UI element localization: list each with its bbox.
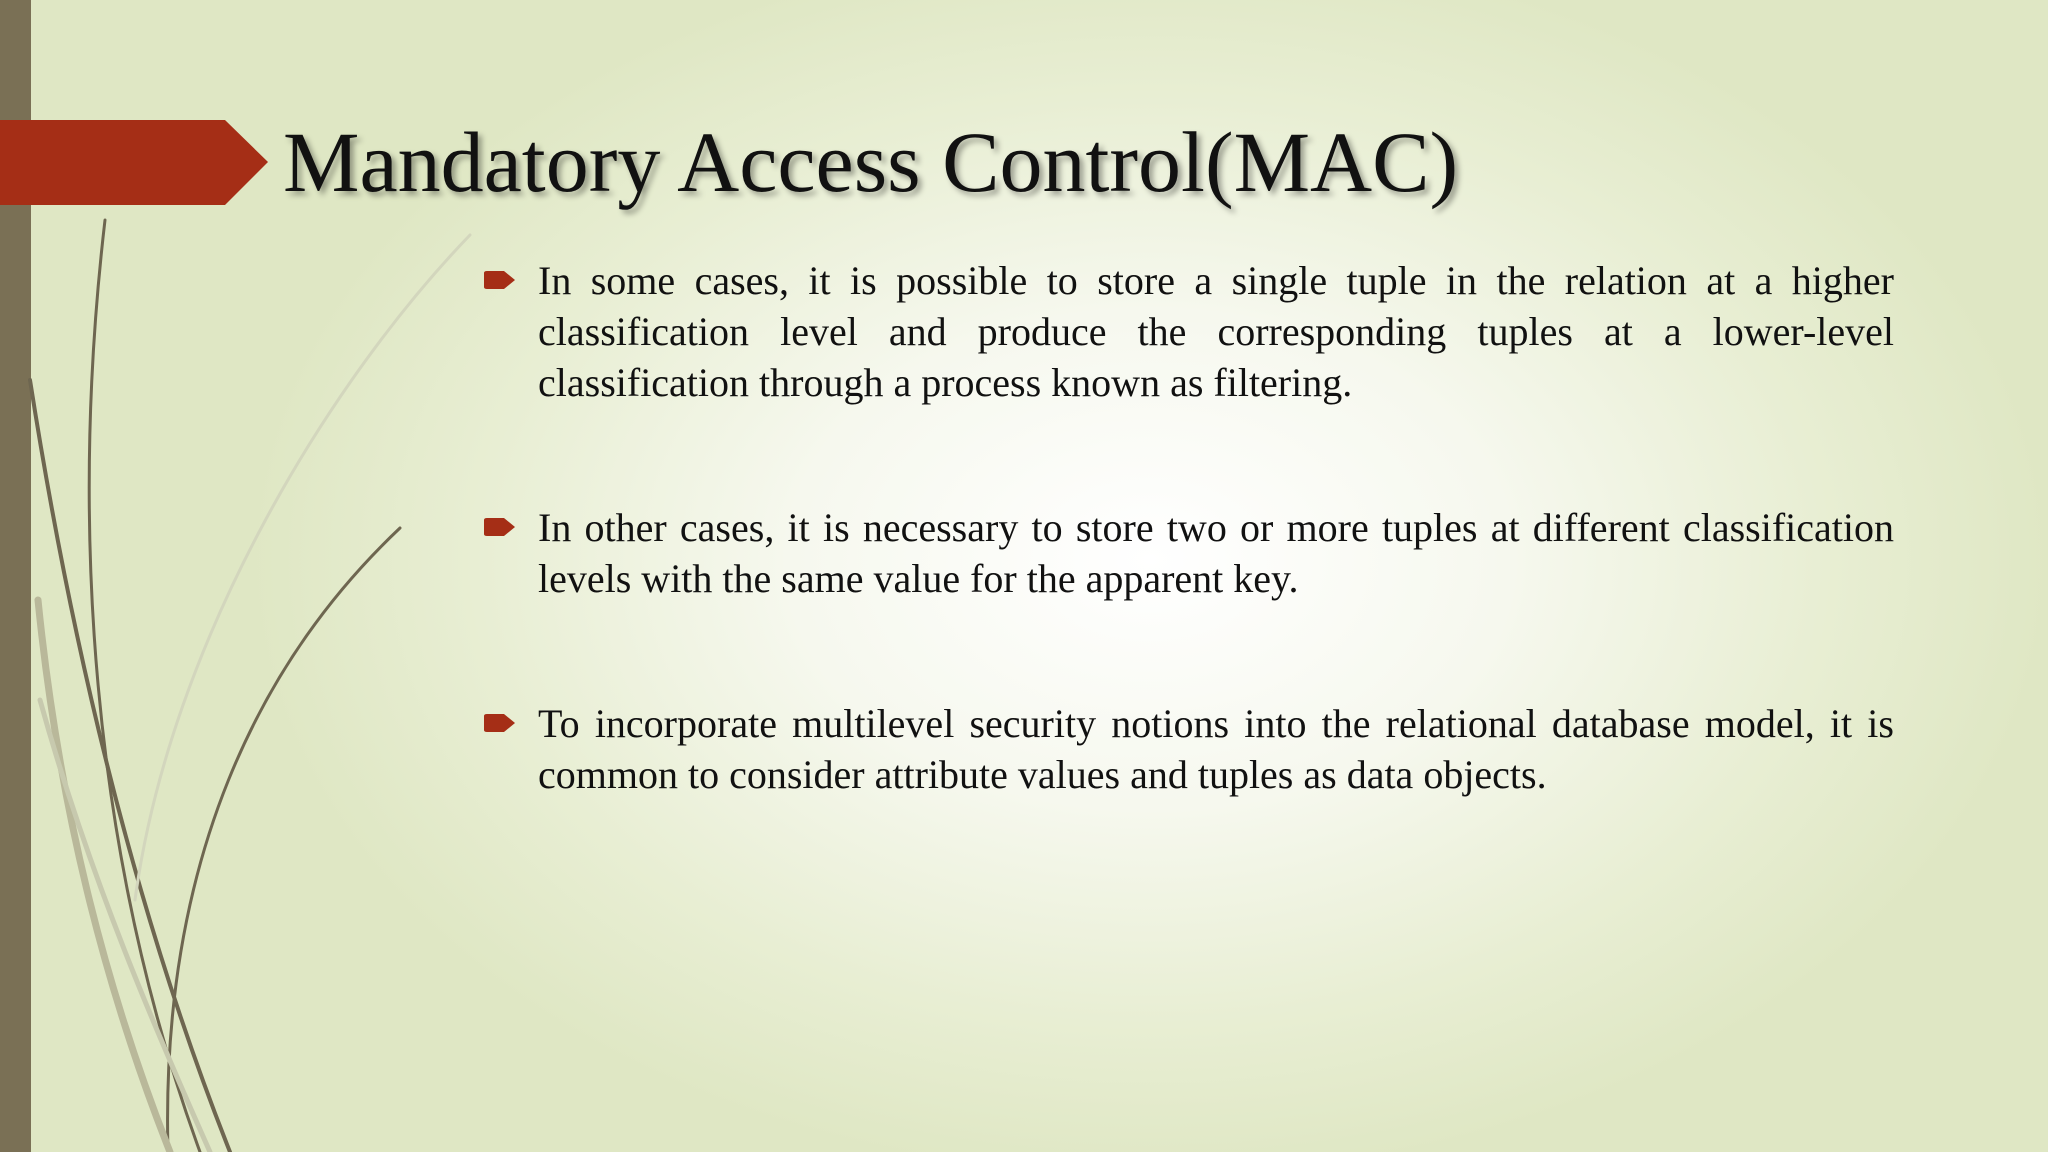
bullet-text: In some cases, it is possible to store a single tuple in the relation at a higher classification level and produce the corresponding tuples at a lower-level classification through a process known as filtering. bbox=[538, 258, 1894, 405]
list-item bbox=[482, 698, 1894, 800]
bullet-list bbox=[482, 255, 1894, 800]
arrow-bullet-icon bbox=[482, 516, 516, 538]
bullet-text: In other cases, it is necessary to store two or more tuples at different classification levels with the same value for the apparent key. bbox=[538, 505, 1894, 601]
slide-title: Mandatory Access Control(MAC) bbox=[283, 114, 1459, 210]
arrow-bullet-icon bbox=[482, 269, 516, 291]
arrow-bullet-icon bbox=[482, 712, 516, 734]
bullet-text: To incorporate multilevel security notions into the relational database model, it is common to consider attribute values and tuples as data objects. bbox=[538, 701, 1894, 797]
title-arrow-icon bbox=[0, 120, 270, 205]
list-item bbox=[482, 255, 1894, 408]
list-item bbox=[482, 502, 1894, 604]
